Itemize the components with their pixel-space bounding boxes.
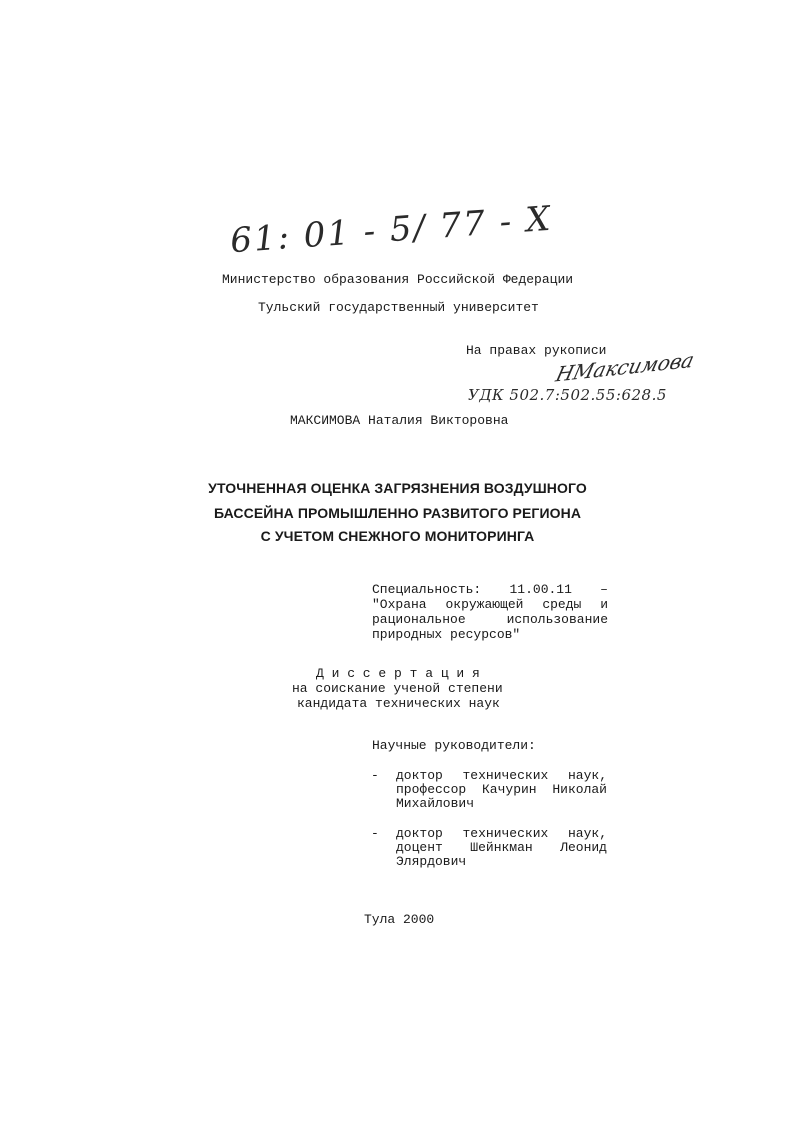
supervisor-1-dash: -	[371, 768, 379, 783]
supervisor-2-dash: -	[371, 826, 379, 841]
supervisor-1-line-2: профессор Качурин Николай	[396, 782, 607, 797]
supervisor-2-line-3: Элярдович	[396, 854, 467, 869]
supervisor-2-line-1: доктор технических наук,	[396, 826, 607, 841]
specialty-line-4: природных ресурсов"	[372, 627, 521, 642]
city-year: Тула 2000	[364, 912, 435, 927]
supervisor-2-line-2: доцент Шейнкман Леонид	[396, 840, 607, 855]
dissertation-heading: Д и с с е р т а ц и я	[316, 666, 480, 681]
specialty-line-1: Специальность: 11.00.11 –	[372, 582, 608, 597]
thesis-title-line-3: С УЧЕТОМ СНЕЖНОГО МОНИТОРИНГА	[260, 528, 535, 544]
specialty-line-2: "Охрана окружающей среды и	[372, 597, 608, 612]
supervisors-heading: Научные руководители:	[372, 738, 536, 753]
specialty-line-3: рациональное использование	[372, 612, 608, 627]
university-line: Тульский государственный университет	[258, 300, 539, 315]
archive-code: 61: 01 - 5/ 77 - X	[228, 198, 554, 262]
thesis-title-line-2: БАССЕЙНА ПРОМЫШЛЕННО РАЗВИТОГО РЕГИОНА	[213, 505, 582, 521]
thesis-title-line-1: УТОЧНЕННАЯ ОЦЕНКА ЗАГРЯЗНЕНИЯ ВОЗДУШНОГО	[208, 480, 587, 496]
author-name: МАКСИМОВА Наталия Викторовна	[290, 413, 509, 428]
ministry-line: Министерство образования Российской Федерации	[222, 272, 574, 287]
dissertation-line-2: кандидата технических наук	[297, 696, 500, 711]
manuscript-note: На правах рукописи	[466, 343, 607, 358]
supervisor-1-line-1: доктор технических наук,	[396, 768, 607, 783]
signature: НМаксимова	[553, 347, 697, 387]
supervisor-1-line-3: Михайлович	[396, 796, 475, 811]
udc-code: УДК 502.7:502.55:628.5	[468, 386, 667, 404]
dissertation-line-1: на соискание ученой степени	[292, 681, 503, 696]
